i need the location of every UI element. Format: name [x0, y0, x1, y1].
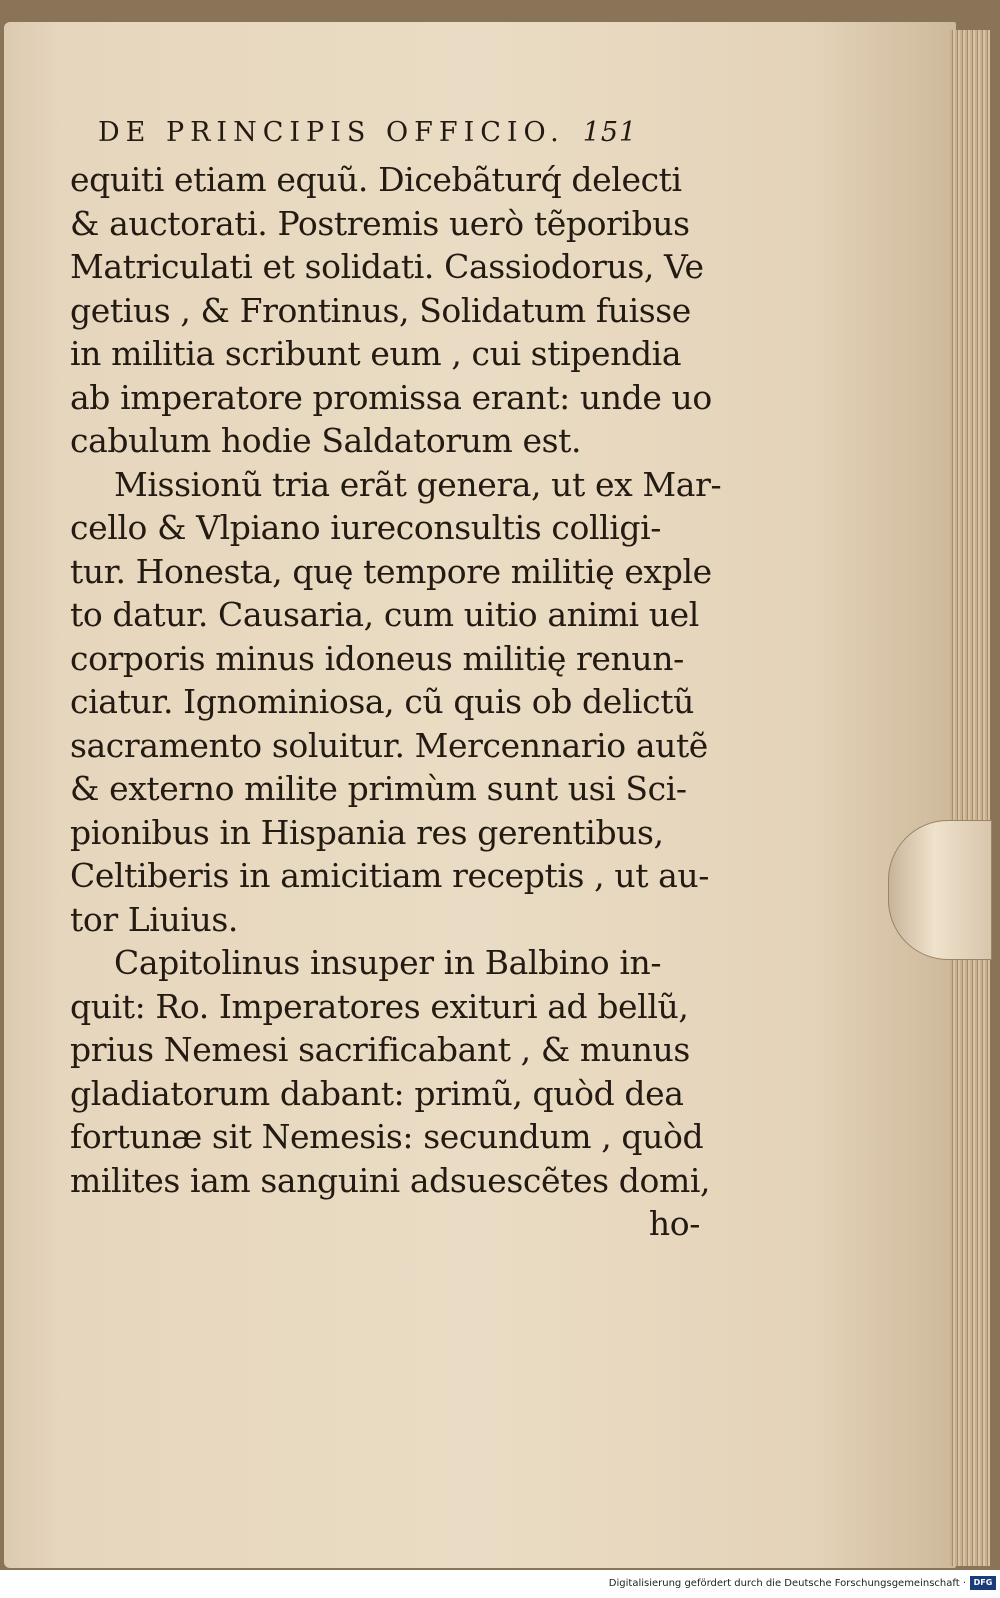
- funding-credit: Digitalisierung gefördert durch die Deutsche Forschungsgemeinschaft ·: [608, 1578, 966, 1589]
- text-line: quit: Ro. Imperatores exituri ad bellũ,: [70, 986, 689, 1026]
- text-line: tor Liuius.: [70, 899, 238, 939]
- footer-bar: [0, 1570, 1000, 1598]
- text-line: cello & Vlpiano iureconsultis colligi-: [70, 508, 662, 547]
- text-line: Celtiberis in amicitiam receptis , ut au-: [70, 856, 710, 895]
- text-line: pionibus in Hispania res gerentibus,: [70, 812, 664, 852]
- text-line: gladiatorum dabant: primũ, quòd dea: [70, 1073, 684, 1113]
- text-line: fortunæ sit Nemesis: secundum , quòd: [70, 1117, 704, 1156]
- text-line: prius Nemesi sacrificabant , & munus: [70, 1030, 690, 1069]
- text-line: to datur. Causaria, cum uitio animi uel: [70, 595, 699, 634]
- text-block: [70, 108, 720, 1246]
- page-fore-edge: [950, 30, 990, 1566]
- dfg-logo: DFG: [970, 1576, 996, 1590]
- running-header: [98, 108, 720, 158]
- text-line: ab imperatore promissa erant: unde uo: [70, 377, 712, 417]
- text-line: tur. Honesta, quę tempore militię exple: [70, 551, 712, 591]
- running-title: DE PRINCIPIS OFFICIO.: [98, 117, 565, 148]
- text-line: cabulum hodie Saldatorum est.: [70, 421, 582, 460]
- text-line: & externo milite primùm sunt usi Sci-: [70, 769, 687, 808]
- text-line: Capitolinus insuper in Balbino in-: [114, 943, 662, 982]
- text-line: ciatur. Ignominiosa, cũ quis ob delictũ: [70, 682, 694, 721]
- text-line: & auctorati. Postremis uerò tẽporibus: [70, 203, 690, 243]
- text-line: corporis minus idoneus militię renun-: [70, 638, 684, 678]
- text-line: milites iam sanguini adsuescẽtes domi,: [70, 1160, 711, 1200]
- text-line: Matriculati et solidati. Cassiodorus, Ve: [70, 247, 704, 286]
- book-clasp: [888, 820, 992, 960]
- text-line: sacramento soluitur. Mercennario autẽ: [70, 725, 708, 765]
- text-line: getius , & Frontinus, Solidatum fuisse: [70, 290, 691, 330]
- catchword: ho-: [648, 1204, 700, 1243]
- text-line: in militia scribunt eum , cui stipendia: [70, 334, 682, 373]
- text-line: equiti etiam equũ. Dicebãturq́ delecti: [70, 160, 682, 199]
- page-number: 151: [582, 117, 638, 148]
- text-line: Missionũ tria erãt genera, ut ex Mar-: [114, 464, 722, 504]
